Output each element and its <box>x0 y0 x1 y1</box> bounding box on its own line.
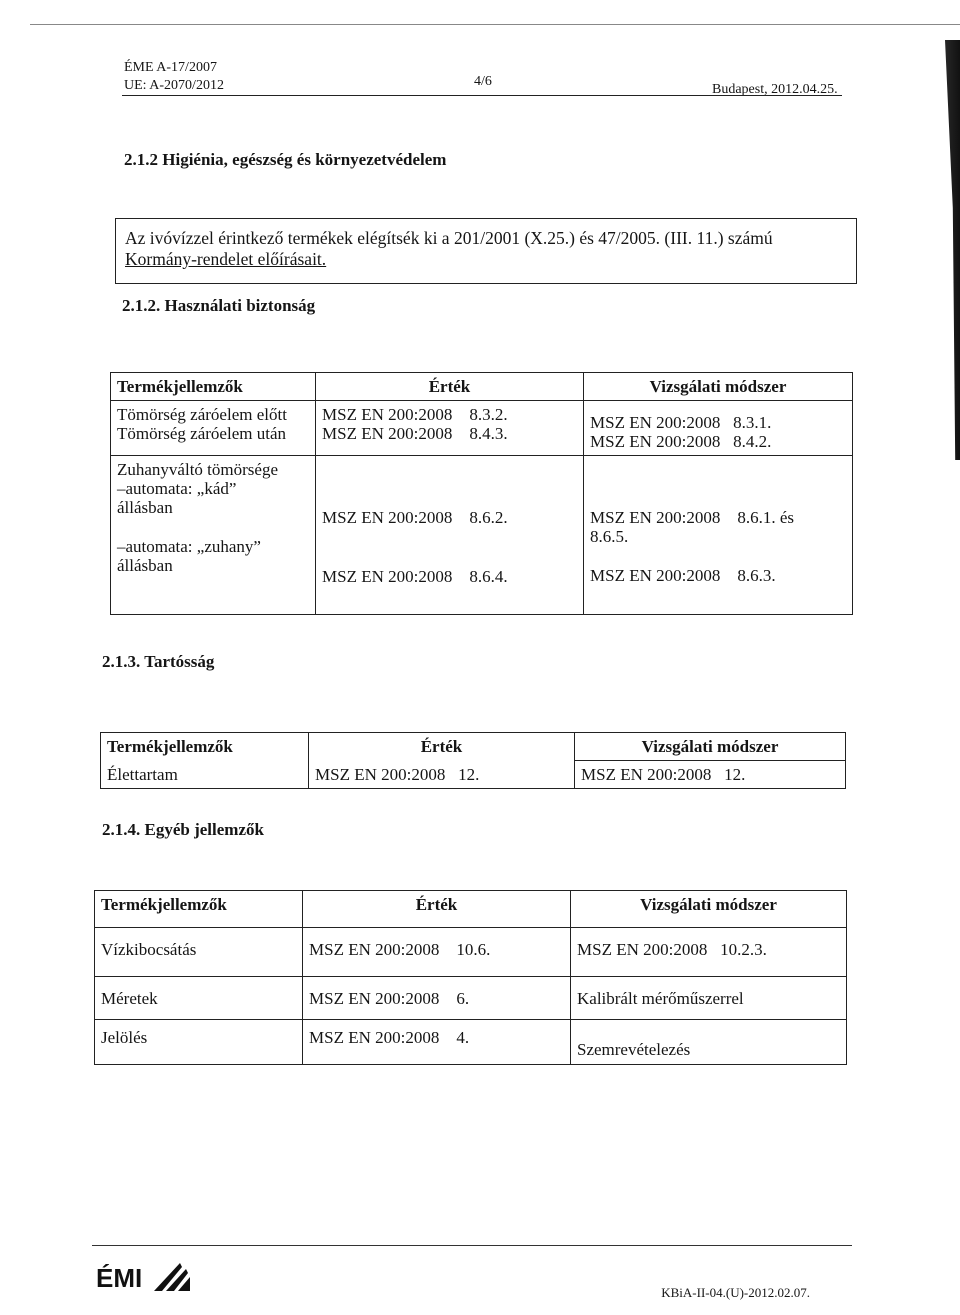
section-title-other: 2.1.4. Egyéb jellemzők <box>102 820 264 839</box>
table-row <box>101 761 846 789</box>
property-cell <box>111 401 316 456</box>
durability-table <box>100 732 846 789</box>
property-text: Zuhanyváltó tömörsége <box>117 460 278 479</box>
footer-rule <box>92 1245 852 1246</box>
col-header-value: Érték <box>309 733 575 761</box>
method-text: MSZ EN 200:2008 8.6.1. és 8.6.5. <box>590 508 799 546</box>
property-cell: Méretek <box>95 977 303 1020</box>
value-text: MSZ EN 200:2008 8.6.4. <box>322 567 508 586</box>
usage-safety-table <box>110 372 853 615</box>
form-code: KBiA-II-04.(U)-2012.02.07. <box>661 1285 810 1300</box>
table-header-row <box>95 891 847 928</box>
property-cell: Vízkibocsátás <box>95 928 303 977</box>
value-cell: MSZ EN 200:2008 10.6. <box>303 928 571 977</box>
col-header-value: Érték <box>303 891 571 928</box>
col-header-property: Termékjellemzők <box>95 891 303 928</box>
col-header-method: Vizsgálati módszer <box>584 373 853 401</box>
other-properties-table <box>94 890 847 1065</box>
col-header-method: Vizsgálati módszer <box>571 891 847 928</box>
scan-shadow <box>900 40 960 460</box>
value-text: MSZ EN 200:2008 8.3.2. <box>322 405 508 424</box>
property-text: Tömörség záróelem után <box>117 424 286 443</box>
notice-line-1: Az ivóvízzel érintkező termékek elégítsék ki a 201/2001 (X.25.) és 47/2005. (III. 11.) számú <box>125 228 773 248</box>
property-text: Tömörség záróelem előtt <box>117 405 287 424</box>
method-cell <box>584 401 853 456</box>
col-header-property: Termékjellemzők <box>101 733 309 761</box>
table-row <box>111 456 853 615</box>
table-row <box>111 401 853 456</box>
svg-text:ÉMI: ÉMI <box>96 1263 143 1293</box>
method-cell: MSZ EN 200:2008 10.2.3. <box>571 928 847 977</box>
property-cell <box>111 456 316 615</box>
table-row <box>95 928 847 977</box>
emi-logo <box>96 1255 196 1295</box>
col-header-method: Vizsgálati módszer <box>575 733 846 761</box>
value-cell: MSZ EN 200:2008 4. <box>303 1020 571 1065</box>
notice-line-2: Kormány-rendelet előírásait. <box>125 249 327 269</box>
section-title-durability: 2.1.3. Tartósság <box>102 652 215 671</box>
table-row <box>95 1020 847 1065</box>
col-header-value: Érték <box>316 373 584 401</box>
method-text: MSZ EN 200:2008 8.6.3. <box>590 566 776 585</box>
regulation-notice <box>115 218 857 284</box>
value-cell: MSZ EN 200:2008 12. <box>309 761 575 789</box>
property-cell: Jelölés <box>95 1020 303 1065</box>
method-cell <box>584 456 853 615</box>
value-cell <box>316 401 584 456</box>
value-text: MSZ EN 200:2008 8.4.3. <box>322 424 508 443</box>
property-text: –automata: „kád” állásban <box>117 479 237 517</box>
section-title-usage-safety: 2.1.2. Használati biztonság <box>122 296 316 315</box>
property-cell: Élettartam <box>101 761 309 789</box>
value-text: MSZ EN 200:2008 8.6.2. <box>322 508 508 527</box>
section-title-hygiene: 2.1.2 Higiénia, egészség és környezetvédelem <box>124 150 447 169</box>
table-row <box>95 977 847 1020</box>
method-text: MSZ EN 200:2008 8.4.2. <box>590 432 772 451</box>
table-header-row <box>101 733 846 761</box>
value-cell: MSZ EN 200:2008 6. <box>303 977 571 1020</box>
place-date: Budapest, 2012.04.25. <box>712 82 838 97</box>
method-cell: Kalibrált mérőműszerrel <box>571 977 847 1020</box>
value-cell <box>316 456 584 615</box>
method-text: MSZ EN 200:2008 8.3.1. <box>590 413 772 432</box>
page-number: 4/6 <box>474 74 492 89</box>
property-text: –automata: „zuhany” állásban <box>117 537 261 575</box>
header-rule <box>122 95 842 96</box>
ue-id: UE: A-2070/2012 <box>124 78 224 93</box>
method-cell: Szemrevételezés <box>571 1020 847 1065</box>
doc-id: ÉME A-17/2007 <box>124 60 217 75</box>
table-header-row <box>111 373 853 401</box>
col-header-property: Termékjellemzők <box>111 373 316 401</box>
method-cell: MSZ EN 200:2008 12. <box>575 761 846 789</box>
scan-edge-line <box>30 24 960 25</box>
